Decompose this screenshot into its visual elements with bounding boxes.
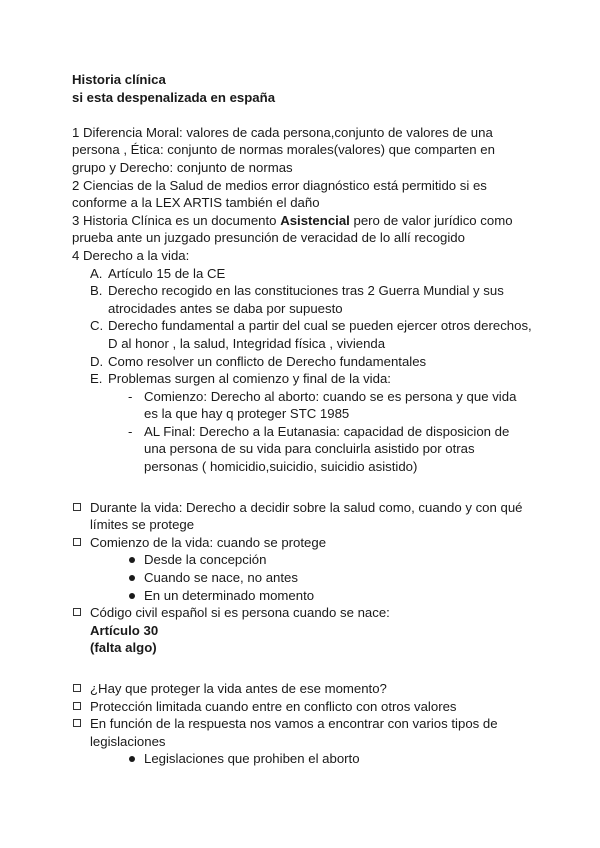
document-content: [72, 71, 532, 768]
list-item-text: Derecho fundamental a partir del cual se pueden ejercer otros derechos, D al honor , la salud, Integridad física , vivienda: [108, 318, 532, 351]
dash-list-item: [72, 388, 532, 423]
bullet-item: [90, 587, 532, 605]
dash-marker: -: [128, 423, 133, 439]
bullet-item-text: Cuando se nace, no antes: [144, 570, 298, 586]
bullet-item: [90, 569, 532, 587]
bullet-list: [90, 750, 532, 768]
list-item-text: AL Final: Derecho a la Eutanasia: capacidad de disposicion de una persona de su vida para concluirla asistido por otras personas ( homicidio,suicidio, suicidio asistido): [144, 423, 510, 475]
checklist-item: [72, 534, 532, 604]
paragraph-3: [72, 212, 532, 247]
checkbox-icon[interactable]: [73, 719, 81, 727]
alpha-list: [72, 265, 532, 388]
checkbox-icon[interactable]: [73, 608, 81, 616]
list-item-text: Como resolver un conflicto de Derecho fundamentales: [108, 353, 427, 369]
checklist-item-text: Código civil español si es persona cuando se nace:: [90, 605, 390, 621]
alpha-list-item: [72, 317, 532, 352]
article-reference: Artículo 30: [90, 622, 159, 638]
checklist-2: [72, 680, 532, 768]
bullet-item-text: Legislaciones que prohiben el aborto: [144, 751, 360, 767]
checkbox-icon[interactable]: [73, 538, 81, 546]
document-subtitle: si esta despenalizada en españa: [72, 89, 276, 105]
checklist-item-text: ¿Hay que proteger la vida antes de ese momento?: [90, 681, 387, 696]
bullet-icon: [129, 575, 135, 581]
list-item-text: Artículo 15 de la CE: [108, 265, 226, 281]
paragraph-2: 2 Ciencias de la Salud de medios error diagnóstico está permitido si es conforme a la LEX ARTIS también el daño: [72, 177, 487, 211]
dash-list: [72, 388, 532, 476]
list-item-text: Comienzo: Derecho al aborto: cuando se es persona y que vida es la que hay q proteger STC 1985: [144, 388, 517, 422]
bullet-icon: [129, 593, 135, 599]
paragraph-3-text-b: pero de valor jurídico como prueba ante un juzgado presunción de veracidad de lo allí recogido: [72, 212, 513, 246]
checklist-item-text: En función de la respuesta nos vamos a encontrar con varios tipos de legislaciones: [90, 716, 498, 749]
alpha-list-item: [72, 265, 532, 283]
list-marker: E.: [90, 371, 103, 387]
checkbox-icon[interactable]: [73, 702, 81, 710]
checkbox-icon[interactable]: [73, 684, 81, 692]
document-title: Historia clínica: [72, 72, 166, 87]
checklist-item: [72, 698, 532, 716]
checklist-item: [72, 715, 532, 768]
bullet-item: [90, 551, 532, 569]
article-note: (falta algo): [90, 640, 157, 656]
alpha-list-item: [72, 370, 532, 388]
bullet-item-text: En un determinado momento: [144, 587, 315, 603]
paragraph-1: 1 Diferencia Moral: valores de cada persona,conjunto de valores de una persona , Ética: conjunto de normas morales(valores) que comparten en grupo y Derecho: conjunto de normas: [72, 124, 495, 175]
dash-list-item: [72, 423, 532, 476]
list-marker: D.: [90, 353, 104, 369]
paragraph-3-text-a: 3 Historia Clínica es un documento: [72, 212, 281, 228]
list-item-text: Problemas surgen al comienzo y final de la vida:: [108, 371, 391, 387]
paragraph-4: 4 Derecho a la vida:: [72, 247, 190, 263]
bullet-item: [90, 750, 532, 768]
checklist-item-text: Durante la vida: Derecho a decidir sobre la salud como, cuando y con qué límites se protege: [90, 499, 523, 533]
list-marker: A.: [90, 265, 103, 281]
bullet-icon: [129, 557, 135, 563]
bullet-item-text: Desde la concepción: [144, 552, 267, 568]
bullet-list: [90, 551, 532, 604]
list-marker: C.: [90, 318, 104, 334]
checklist-item: [72, 604, 532, 657]
alpha-list-item: [72, 353, 532, 371]
bullet-icon: [129, 756, 135, 762]
checklist-item-text: Comienzo de la vida: cuando se protege: [90, 534, 327, 550]
checklist-item-text: Protección limitada cuando entre en conflicto con otros valores: [90, 698, 457, 714]
dash-marker: -: [128, 388, 133, 404]
checklist-item: [72, 499, 532, 534]
checkbox-icon[interactable]: [73, 503, 81, 511]
paragraph-3-bold: Asistencial: [280, 212, 350, 228]
list-item-text: Derecho recogido en las constituciones tras 2 Guerra Mundial y sus atrocidades antes se daba por supuesto: [108, 283, 504, 316]
list-marker: B.: [90, 283, 103, 299]
checklist-item: [72, 680, 532, 698]
checklist-1: [72, 499, 532, 657]
alpha-list-item: [72, 282, 532, 317]
